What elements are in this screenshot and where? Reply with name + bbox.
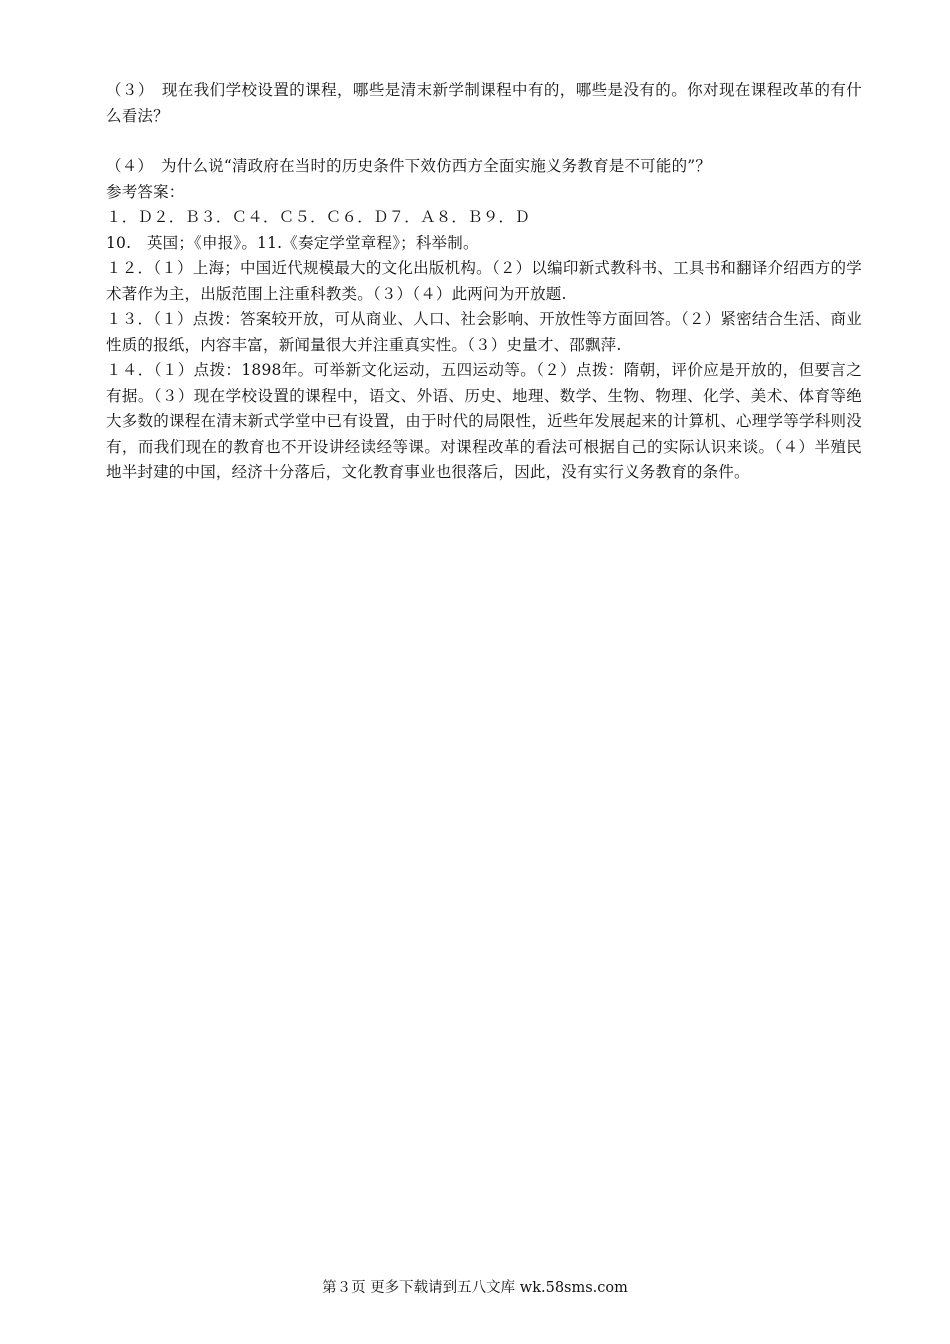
answers-heading: 参考答案： <box>106 182 185 201</box>
answer-10-11: 10. 英国；《申报》。11.《奏定学堂章程》；科举制。 <box>106 233 479 252</box>
answer-1-9: １．Ｄ２．Ｂ３．Ｃ４．Ｃ５．Ｃ６．Ｄ７．Ａ８．Ｂ９．Ｄ <box>106 208 530 226</box>
question-3: （３） 现在我们学校设置的课程，哪些是清末新学制课程中有的，哪些是没有的。你对现在课程改革的有什么看法？ <box>106 81 862 125</box>
question-4: （４） 为什么说“清政府在当时的历史条件下效仿西方全面实施义务教育是不可能的”？ <box>106 157 712 175</box>
page-footer: 第３页 更多下载请到五八文库 wk.58sms.com <box>322 1280 628 1296</box>
answer-14: １４．（１）点拨：1898年。可举新文化运动，五四运动等。（２）点拨：隋朝，评价应是开放的，但要言之有据。（３）现在学校设置的课程中，语文、外语、历史、地理、数学、生物、物理、化学、美术、体育等绝大多数的课程在清末新式学堂中已有设置，由于时代的局限性，近些年发展起来的计算机、心理学等学科则没有，而我们现在的教育也不开设讲经读经等课。对课程改革的看法可根据自己的实际认识来谈。（４）半殖民地半封建的中国，经济十分落后，文化教育事业也很落后，因此，没有实行义务教育的条件。 <box>106 361 862 481</box>
paragraph-spacer <box>106 129 862 154</box>
answer-12: １２．（１）上海；中国近代规模最大的文化出版机构。（２）以编印新式教科书、工具书和翻译介绍西方的学术著作为主，出版范围上注重科教类。（３）（４）此两问为开放题. <box>106 259 862 303</box>
answer-13: １３．（１）点拨：答案较开放，可从商业、人口、社会影响、开放性等方面回答。（２）紧密结合生活、商业性质的报纸，内容丰富，新闻量很大并注重真实性。（３）史量才、邵飘萍. <box>106 310 862 354</box>
document-body <box>106 78 862 486</box>
